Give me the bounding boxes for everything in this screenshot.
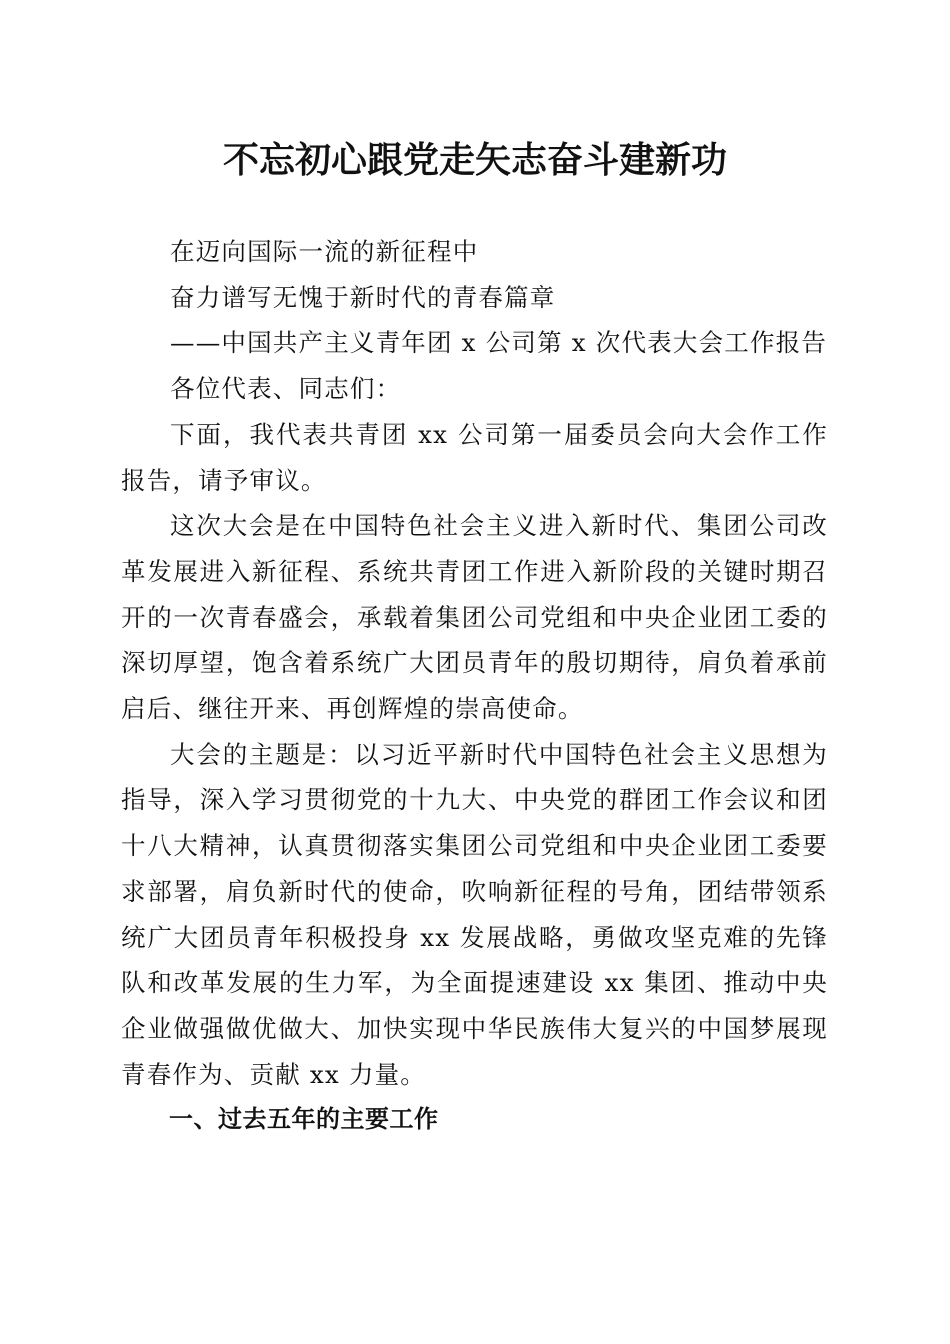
subtitle-line-3: ——中国共产主义青年团 x 公司第 x 次代表大会工作报告 <box>170 328 828 358</box>
section-heading: 一、过去五年的主要工作 <box>169 1105 439 1134</box>
paragraph-context: 这次大会是在中国特色社会主义进入新时代、集团公司改革发展进入新征程、系统共青团工作进入新阶段的关键时期召开的一次青春盛会，承载着集团公司党组和中央企业团工委的深切厚望，饱含着系统广大团员青年的殷切期待，肩负着承前启后、继往开来、再创辉煌的崇高使命。 <box>121 511 828 724</box>
document-body <box>121 229 828 1143</box>
subtitle-line-2: 奋力谱写无愧于新时代的青春篇章 <box>170 282 556 312</box>
document-title: 不忘初心跟党走矢志奋斗建新功 <box>222 139 727 181</box>
salutation: 各位代表、同志们： <box>170 374 402 404</box>
subtitle-line-1: 在迈向国际一流的新征程中 <box>170 237 479 266</box>
paragraph-intro: 下面，我代表共青团 xx 公司第一届委员会向大会作工作报告，请予审议。 <box>121 419 828 495</box>
paragraph-theme: 大会的主题是：以习近平新时代中国特色社会主义思想为指导，深入学习贯彻党的十九大、中央党的群团工作会议和团十八大精神，认真贯彻落实集团公司党组和中央企业团工委要求部署，肩负新时代的使命，吹响新征程的号角，团结带领系统广大团员青年积极投身 xx 发展战略，勇做攻坚克难的先锋队和改革发展的生力军，为全面提速建设 xx 集团、推动中央企业做强做优做大、加快实现中华民族伟大复兴的中国梦展现青春作为、贡献 xx 力量。 <box>121 739 828 1089</box>
